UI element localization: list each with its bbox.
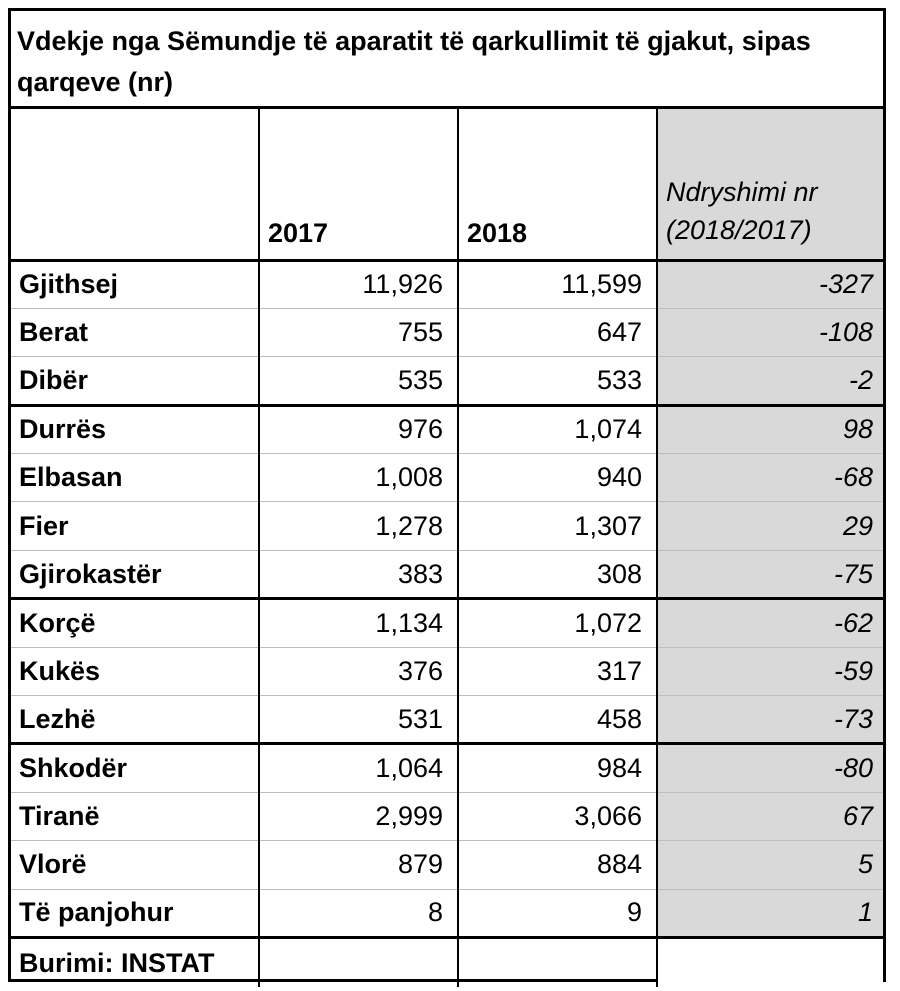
- row-label: Korçë: [11, 599, 259, 647]
- header-change: Ndryshimi nr (2018/2017): [657, 109, 883, 260]
- value-change: -2: [657, 357, 883, 405]
- data-table: [11, 109, 883, 987]
- value-change: -59: [657, 647, 883, 695]
- empty-cell: [458, 937, 657, 987]
- value-2017: 1,278: [259, 502, 458, 550]
- value-2018: 1,307: [458, 502, 657, 550]
- value-change: 5: [657, 841, 883, 889]
- table-body: [11, 260, 883, 987]
- value-2018: 940: [458, 454, 657, 502]
- value-2017: 976: [259, 405, 458, 453]
- value-2018: 984: [458, 744, 657, 792]
- table-row: [11, 841, 883, 889]
- value-2017: 531: [259, 696, 458, 744]
- value-2018: 1,072: [458, 599, 657, 647]
- row-label: Gjirokastër: [11, 550, 259, 598]
- value-change: 1: [657, 889, 883, 937]
- table-title: Vdekje nga Sëmundje të aparatit të qarkullimit të gjakut, sipas qarqeve (nr): [11, 11, 883, 109]
- value-2017: 755: [259, 308, 458, 356]
- table-row: [11, 889, 883, 937]
- value-change: -80: [657, 744, 883, 792]
- table-row: [11, 696, 883, 744]
- empty-cell: [657, 937, 883, 987]
- value-2018: 3,066: [458, 792, 657, 840]
- value-2018: 647: [458, 308, 657, 356]
- value-change: -68: [657, 454, 883, 502]
- value-change: 67: [657, 792, 883, 840]
- table-row: [11, 792, 883, 840]
- value-2018: 9: [458, 889, 657, 937]
- row-label: Gjithsej: [11, 260, 259, 308]
- value-2017: 2,999: [259, 792, 458, 840]
- value-2018: 884: [458, 841, 657, 889]
- header-2018: 2018: [458, 109, 657, 260]
- value-2017: 376: [259, 647, 458, 695]
- value-change: -75: [657, 550, 883, 598]
- row-label: Shkodër: [11, 744, 259, 792]
- value-change: 98: [657, 405, 883, 453]
- header-2017: 2017: [259, 109, 458, 260]
- value-2018: 533: [458, 357, 657, 405]
- row-label: Durrës: [11, 405, 259, 453]
- table-row: [11, 599, 883, 647]
- table-row: [11, 405, 883, 453]
- value-change: -108: [657, 308, 883, 356]
- value-2018: 317: [458, 647, 657, 695]
- source-row: [11, 937, 883, 987]
- table-row: [11, 502, 883, 550]
- value-2017: 535: [259, 357, 458, 405]
- table-row: [11, 454, 883, 502]
- row-label: Dibër: [11, 357, 259, 405]
- value-2018: 458: [458, 696, 657, 744]
- value-2017: 1,064: [259, 744, 458, 792]
- value-2018: 11,599: [458, 260, 657, 308]
- table-row: [11, 357, 883, 405]
- row-label: Kukës: [11, 647, 259, 695]
- value-change: -73: [657, 696, 883, 744]
- table-row: [11, 647, 883, 695]
- value-2017: 8: [259, 889, 458, 937]
- table-row: [11, 744, 883, 792]
- row-label: Fier: [11, 502, 259, 550]
- table-row: [11, 260, 883, 308]
- value-2018: 308: [458, 550, 657, 598]
- table-row: [11, 550, 883, 598]
- source-note: Burimi: INSTAT: [11, 937, 259, 987]
- value-2017: 1,008: [259, 454, 458, 502]
- table-row: [11, 308, 883, 356]
- empty-cell: [259, 937, 458, 987]
- value-change: 29: [657, 502, 883, 550]
- row-label: Të panjohur: [11, 889, 259, 937]
- table-frame: [8, 8, 886, 982]
- row-label: Elbasan: [11, 454, 259, 502]
- value-change: -62: [657, 599, 883, 647]
- row-label: Vlorë: [11, 841, 259, 889]
- header-region: [11, 109, 259, 260]
- value-2017: 879: [259, 841, 458, 889]
- value-2017: 11,926: [259, 260, 458, 308]
- value-2018: 1,074: [458, 405, 657, 453]
- row-label: Lezhë: [11, 696, 259, 744]
- value-2017: 1,134: [259, 599, 458, 647]
- value-2017: 383: [259, 550, 458, 598]
- header-row: [11, 109, 883, 260]
- value-change: -327: [657, 260, 883, 308]
- row-label: Berat: [11, 308, 259, 356]
- row-label: Tiranë: [11, 792, 259, 840]
